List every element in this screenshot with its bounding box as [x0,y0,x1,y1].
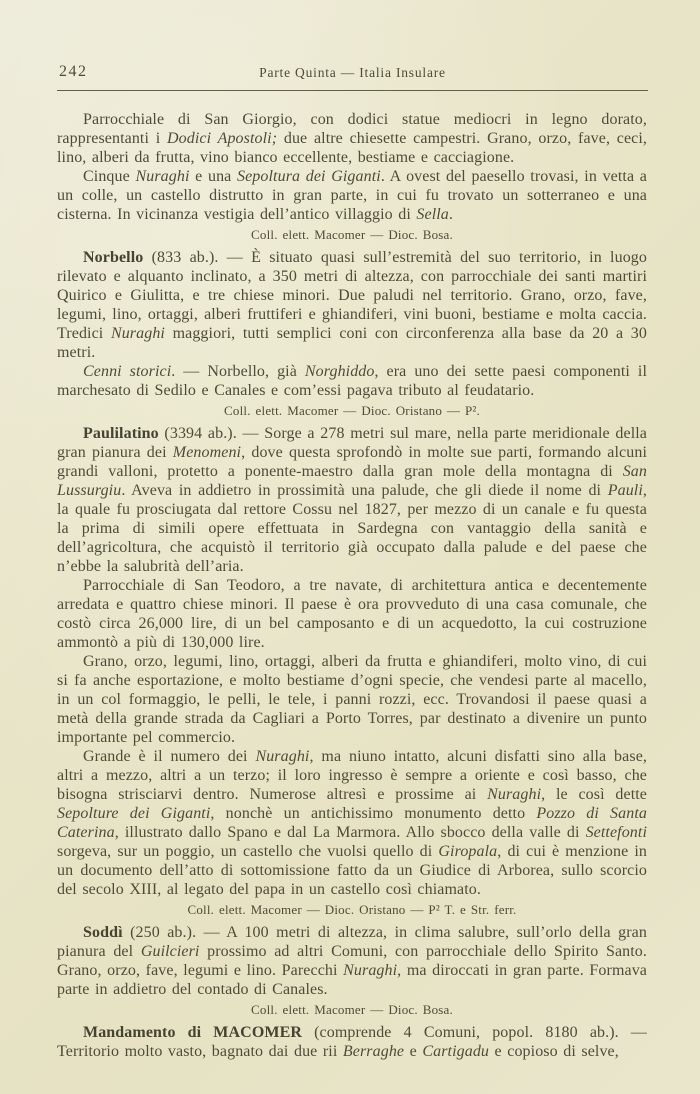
text-run: Norbello [83,249,144,266]
text-run: , ma niuno intatto, alcuni disfatti sino alla base, altri a mezzo, altri a un terzo; il loro ingresso è sempre a oriente e così basso, che bisogna strisciarvi dentro. Numerose altresì e prossime ai [57,748,647,803]
paragraph [57,576,647,652]
text-run: Berraghe [342,1043,405,1060]
paragraph [57,248,647,362]
text-run: , illustrato dallo Spano e dal La Marmora. Allo sbocco della valle di [114,824,586,841]
text-run: Norghiddo [304,363,375,380]
text-run: Coll. elett. Macomer — Dioc. Oristano — P² T. e Str. ferr. [187,902,517,917]
text-run: , ma diroccati in gran parte. Formava parte in addietro del contado di Canales. [57,962,647,998]
text-run: , era uno dei sette paesi componenti il marchesato di Sedilo e Canales e com’essi pagava tributo al feudatario. [57,363,648,399]
text-run: Paulilatino [83,425,159,442]
text-run: Pozzo di Santa Caterina [57,805,647,841]
paragraph [57,1023,647,1061]
text-run: Grano, orzo, legumi, lino, ortaggi, alberi da frutta e ghiandiferi, molto vino, di cui si fa anche esportazione, e molto bestiame d’ogni specie, che vendesi parte al macello, in un col formaggio, le pelli, le tele, i panni rozzi, ecc. Trovandosi il paese quasi a metà della grande strada da Cagliari a Porto Torres, par destinato a divenire un punto importante pel commercio. [57,653,647,746]
caption-line [57,900,647,919]
text-run: sorgeva, sur un poggio, un castello che vuolsi quello di [57,843,439,860]
text-run: Coll. elett. Macomer — Dioc. Bosa. [251,1002,453,1017]
text-run: San Lussurgiu [57,463,647,499]
paragraph [57,747,647,899]
text-run: Soddì [83,924,123,941]
text-run: prossimo ad altri Comuni, con parrocchiale dello Spirito Santo. Grano, orzo, fave, legumi e lino. Parecchi [57,943,647,979]
text-run: Settefonti [585,824,647,841]
text-run: , nonchè un antichissimo monumento detto [210,805,537,822]
text-run: Parrocchiale di San Teodoro, a tre navate, di architettura antica e decentemente arredata e quattro chiese minori. Il paese è ora provveduto di una casa comunale, che costò circa 26,000 lire, di un bel camposanto e di un acquedotto, la cui costruzione ammontò a più di 130,000 lire. [57,577,647,651]
text-run: Cartigadu [422,1043,490,1060]
text-run: Giropala [438,843,498,860]
text-run: (250 ab.). — A 100 metri di altezza, in clima salubre, sull’orlo della gran pianura del [57,924,647,960]
text-run: Dodici Apostoli; [167,130,278,147]
page-header [57,62,648,82]
text-run: . Aveva in addietro in prossimità una palude, che gli diede il nome di [121,482,608,499]
text-run: Sella [416,206,449,223]
text-run: maggiori, tutti semplici coni con circonferenza alla base da 20 a 30 metri. [57,325,647,361]
text-run: e una [189,168,237,185]
text-run: Sepoltura dei Giganti [237,168,381,185]
text-run: Coll. elett. Macomer — Dioc. Oristano — P². [224,403,480,418]
paragraph [57,424,647,576]
text-run: Grande è il numero dei [83,748,256,765]
text-run: , dove questa sprofondò in molte sue parti, formando alcuni grandi valloni, protetto a ponente-maestro dalla gran mole della montagna di [57,444,648,480]
text-run: (3394 ab.). — Sorge a 278 metri sul mare, nella parte meridionale della gran pianura dei [57,425,647,461]
text-run: Guilcieri [140,943,200,960]
text-run: due altre chiesette campestri. Grano, orzo, fave, ceci, lino, alberi da frutta, vino bianco eccellente, bestiame e cacciagione. [57,130,648,166]
text-run: , la quale fu prosciugata dal rettore Cossu nel 1827, per mezzo di un canale e fu questa la prima di simili opere effettuata in Sardegna con vantaggio della sanità e dell’agricoltura, che acquistò il territorio già occupato dalla palude e del paese che n’ebbe la salubrità dell’aria. [57,482,647,575]
text-run: . [448,206,453,223]
text-run: (833 ab.). — È situato quasi sull’estremità del suo territorio, in luogo rilevato e alquanto inclinato, a 350 metri di altezza, con parrocchiale dei santi martiri Quirico e Giulitta, e tre chiese minori. Due paludi nel territorio. Grano, orzo, fave, legumi, lino, ortaggi, alberi fruttiferi e ghiandiferi, vini buoni, bestiame e molta caccia. Tredici [57,249,647,342]
page-number: 242 [59,63,88,80]
paragraph [57,362,647,400]
text-run: Mandamento di MACOMER [83,1024,302,1041]
caption-line [57,401,647,420]
text-run: Nuraghi [110,325,165,342]
text-run: Cinque [83,168,136,185]
text-run: . A ovest del paesello trovasi, in vetta a un colle, un castello distrutto in gran parte, in cui fu trovato un sotterraneo e una cisterna. In vicinanza vestigia dell’antico villaggio di [57,168,647,223]
text-run: Nuraghi [255,748,310,765]
header-rule [57,90,648,91]
caption-line [57,225,647,244]
text-run: Menomeni [172,444,242,461]
text-run: Parrocchiale di San Giorgio, con dodici statue mediocri in legno dorato, rappresentanti i [57,111,647,147]
text-run: Nuraghi [135,168,190,185]
page-body [57,110,647,1061]
paragraph [57,652,647,747]
text-run: , di cui è menzione in un documento dell’atto di sottomissione fatto da un Giudice di Arborea, sullo scorcio del secolo XIII, al legato del papa in un castello così chiamato. [57,843,648,898]
text-run: Coll. elett. Macomer — Dioc. Bosa. [251,227,453,242]
running-title: Parte Quinta — Italia Insulare [259,65,446,80]
text-run: Nuraghi [487,786,542,803]
text-run: Pauli [607,482,643,499]
text-run: Nuraghi [343,962,398,979]
paragraph [57,923,647,999]
text-run: , le così dette [541,786,647,803]
paragraph [57,110,647,167]
caption-line [57,1000,647,1019]
text-run: (comprende 4 Comuni, popol. 8180 ab.). — Territorio molto vasto, bagnato dai due rii [57,1024,647,1060]
text-run: Sepolture dei Giganti [57,805,211,822]
text-run: Cenni storici [83,363,172,380]
paragraph [57,167,647,224]
text-run: e copioso di selve, [489,1043,619,1060]
text-run: e [404,1043,423,1060]
text-run: . — Norbello, già [171,363,305,380]
